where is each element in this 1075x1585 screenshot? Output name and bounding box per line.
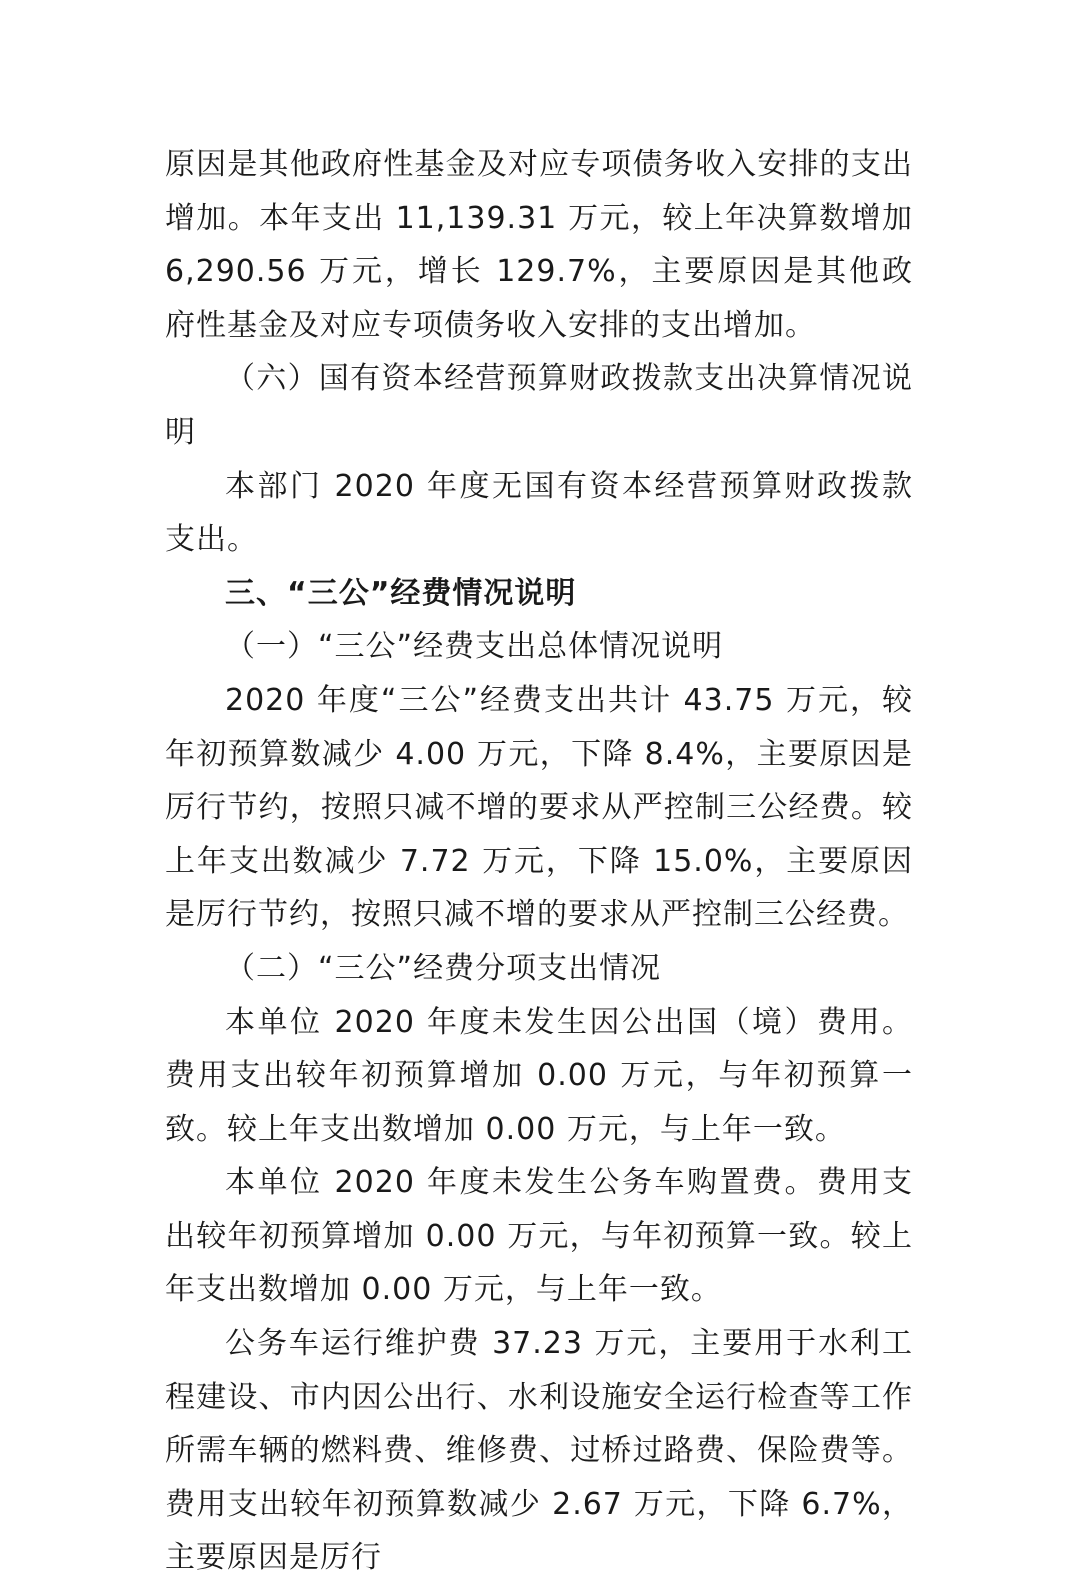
section-heading-three-public: 三、“三公”经费情况说明 [225, 575, 577, 611]
paragraph-vehicle-maintenance: 公务车运行维护费 37.23 万元，主要用于水利工程建设、市内因公出行、水利设施安全运行检查等工作所需车辆的燃料费、维修费、过桥过路费、保险费等。费用支出较年初预算数减少 2.67 万元，下降 6.7%，主要原因是厉行 [165, 1326, 913, 1576]
subsection-heading-itemized: （二）“三公”经费分项支出情况 [225, 950, 662, 986]
paragraph-vehicle-purchase: 本单位 2020 年度未发生公务车购置费。费用支出较年初预算增加 0.00 万元，与年初预算一致。较上年支出数增加 0.00 万元，与上年一致。 [165, 1165, 913, 1308]
paragraph-overseas-travel: 本单位 2020 年度未发生因公出国（境）费用。费用支出较年初预算增加 0.00 万元，与年初预算一致。较上年支出数增加 0.00 万元，与上年一致。 [165, 1004, 913, 1147]
document-body [165, 138, 913, 1585]
section-heading-state-capital: （六）国有资本经营预算财政拨款支出决算情况说明 [165, 361, 913, 450]
subsection-heading-overall: （一）“三公”经费支出总体情况说明 [225, 629, 724, 665]
paragraph-state-capital: 本部门 2020 年度无国有资本经营预算财政拨款支出。 [165, 468, 913, 558]
paragraph-overall: 2020 年度“三公”经费支出共计 43.75 万元，较年初预算数减少 4.00 万元，下降 8.4%，主要原因是厉行节约，按照只减不增的要求从严控制三公经费。较上年支出数减少 7.72 万元，下降 15.0%，主要原因是厉行节约，按照只减不增的要求从严控制三公经费。 [165, 682, 913, 933]
paragraph-continued: 原因是其他政府性基金及对应专项债务收入安排的支出增加。本年支出 11,139.31 万元，较上年决算数增加 6,290.56 万元，增长 129.7%，主要原因是其他政府性基金及对应专项债务收入安排的支出增加。 [165, 147, 913, 343]
